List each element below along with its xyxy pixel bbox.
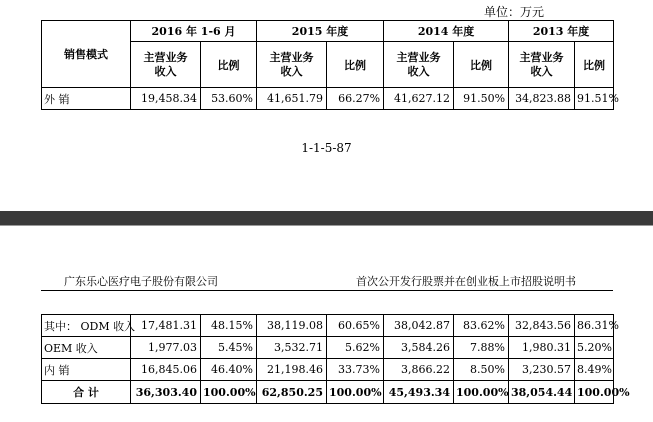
cell-value: 32,843.56 <box>509 315 575 337</box>
cell-value: 38,054.44 <box>509 381 575 404</box>
page-break <box>0 211 653 225</box>
period-header: 2016 年 1-6 月 <box>131 21 257 42</box>
cell-value: 1,980.31 <box>509 337 575 359</box>
cell-value: 8.50% <box>454 359 509 381</box>
cell-value: 17,481.31 <box>131 315 201 337</box>
cell-value: 7.88% <box>454 337 509 359</box>
cell-value: 41,627.12 <box>384 88 454 110</box>
cell-value: 34,823.88 <box>509 88 575 110</box>
ratio-header: 比例 <box>201 42 257 88</box>
cell-value: 36,303.40 <box>131 381 201 404</box>
cell-value: 91.50% <box>454 88 509 110</box>
ratio-header: 比例 <box>327 42 384 88</box>
period-header: 2013 年度 <box>509 21 614 42</box>
cell-value: 60.65% <box>327 315 384 337</box>
cell-value: 100.00% <box>201 381 257 404</box>
revenue-header: 主营业务 收入 <box>509 42 575 88</box>
cell-value: 33.73% <box>327 359 384 381</box>
page-number: 1-1-5-87 <box>301 141 352 155</box>
cell-value: 53.60% <box>201 88 257 110</box>
cell-value: 41,651.79 <box>257 88 327 110</box>
cell-value: 46.40% <box>201 359 257 381</box>
table-row <box>42 359 614 381</box>
cell-value: 38,042.87 <box>384 315 454 337</box>
cell-value: 86.31% <box>575 315 614 337</box>
revenue-header: 主营业务 收入 <box>131 42 201 88</box>
cell-value: 3,230.57 <box>509 359 575 381</box>
period-header: 2014 年度 <box>384 21 509 42</box>
row-label: 外 销 <box>42 88 131 110</box>
cell-value: 100.00% <box>327 381 384 404</box>
cell-value: 3,532.71 <box>257 337 327 359</box>
page-break-edge <box>0 225 653 226</box>
cell-value: 45,493.34 <box>384 381 454 404</box>
running-head-document: 首次公开发行股票并在创业板上市招股说明书 <box>356 275 576 288</box>
cell-value: 5.20% <box>575 337 614 359</box>
cell-value: 91.51% <box>575 88 614 110</box>
cell-value: 5.62% <box>327 337 384 359</box>
cell-value: 100.00% <box>575 381 614 404</box>
cell-value: 48.15% <box>201 315 257 337</box>
row-label: 其中： ODM 收入 <box>42 315 131 337</box>
sales-mode-table-bottom <box>41 314 630 404</box>
running-head-rule <box>41 290 613 291</box>
period-header: 2015 年度 <box>257 21 384 42</box>
row-label: 内 销 <box>42 359 131 381</box>
sales-mode-header: 销售模式 <box>42 21 131 88</box>
cell-value: 19,458.34 <box>131 88 201 110</box>
revenue-header: 主营业务 收入 <box>257 42 327 88</box>
cell-value: 5.45% <box>201 337 257 359</box>
row-label: OEM 收入 <box>42 337 131 359</box>
row-label: 合 计 <box>42 381 131 404</box>
cell-value: 66.27% <box>327 88 384 110</box>
cell-value: 8.49% <box>575 359 614 381</box>
cell-value: 3,584.26 <box>384 337 454 359</box>
cell-value: 21,198.46 <box>257 359 327 381</box>
unit-label: 单位：万元 <box>484 5 545 19</box>
table-row <box>42 337 614 359</box>
cell-value: 3,866.22 <box>384 359 454 381</box>
cell-value: 83.62% <box>454 315 509 337</box>
cell-value: 100.00% <box>454 381 509 404</box>
cell-value: 1,977.03 <box>131 337 201 359</box>
cell-value: 38,119.08 <box>257 315 327 337</box>
cell-value: 62,850.25 <box>257 381 327 404</box>
table-row <box>42 88 614 110</box>
cell-value: 16,845.06 <box>131 359 201 381</box>
running-head-company: 广东乐心医疗电子股份有限公司 <box>64 275 218 288</box>
table-row <box>42 315 614 337</box>
ratio-header: 比例 <box>454 42 509 88</box>
ratio-header: 比例 <box>575 42 614 88</box>
table-row-total <box>42 381 614 404</box>
sales-mode-table-top <box>41 20 619 110</box>
revenue-header: 主营业务 收入 <box>384 42 454 88</box>
